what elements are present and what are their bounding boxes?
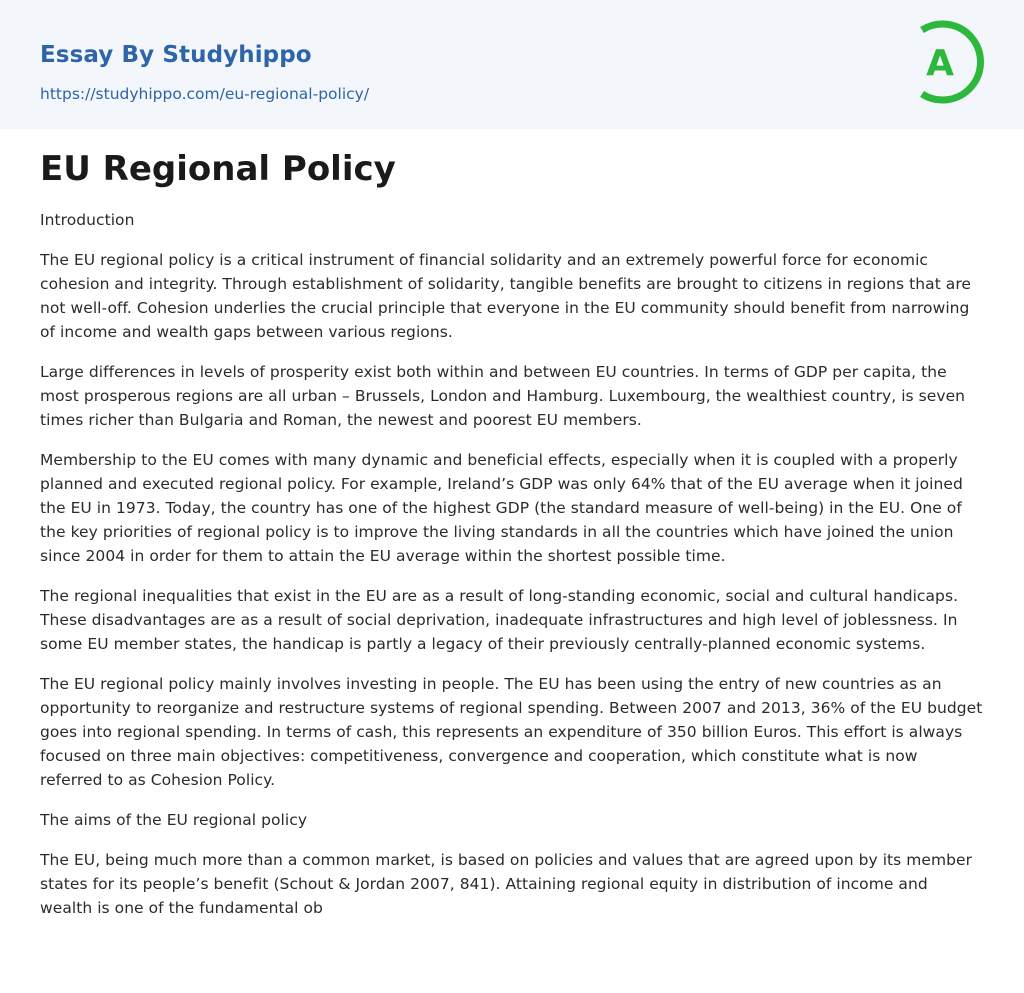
paragraph: Membership to the EU comes with many dynamic and beneficial effects, especially when it is coupled with a properly planned and executed regional policy. For example, Ireland’s GDP was only 64% that of the EU average when it joined the EU in 1973. Today, the country has one of the highest GDP (the standard measure of well-being) in the EU. One of the key priorities of regional policy is to improve the living standards in all the countries which have joined the union since 2004 in order for them to attain the EU average within the shortest possible time. (40, 451, 963, 565)
site-header (0, 0, 1024, 129)
studyhippo-logo-icon[interactable] (908, 18, 988, 106)
paragraph-introduction-heading: Introduction (40, 211, 135, 229)
site-brand[interactable]: Essay By Studyhippo (40, 42, 312, 68)
logo-letter: A (926, 43, 954, 84)
page-title: EU Regional Policy (40, 149, 396, 189)
page-url-link[interactable]: https://studyhippo.com/eu-regional-policy/ (40, 85, 370, 103)
paragraph: The EU regional policy mainly involves investing in people. The EU has been using the entry of new countries as an opportunity to reorganize and restructure systems of regional spending. Between 2007 and 2013, 36% of the EU budget goes into regional spending. In terms of cash, this represents an expenditure of 350 billion Euros. This effort is always focused on three main objectives: competitiveness, convergence and cooperation, which constitute what is now referred to as Cohesion Policy. (40, 675, 983, 789)
article-body (0, 129, 1024, 920)
paragraph: The EU regional policy is a critical instrument of financial solidarity and an extremely powerful force for economic cohesion and integrity. Through establishment of solidarity, tangible benefits are brought to citizens in regions that are not well-off. Cohesion underlies the crucial principle that everyone in the EU community should benefit from narrowing of income and wealth gaps between various regions. (40, 251, 972, 341)
paragraph-aims-heading: The aims of the EU regional policy (40, 811, 308, 829)
paragraph: Large differences in levels of prosperity exist both within and between EU countries. In terms of GDP per capita, the most prosperous regions are all urban – Brussels, London and Hamburg. Luxembourg, the wealthiest country, is seven times richer than Bulgaria and Roman, the newest and poorest EU members. (40, 363, 966, 429)
paragraph: The EU, being much more than a common market, is based on policies and values that are agreed upon by its member states for its people’s benefit (Schout & Jordan 2007, 841). Attaining regional equity in distribution of income and wealth is one of the fundamental ob (40, 851, 973, 917)
paragraph: The regional inequalities that exist in the EU are as a result of long-standing economic, social and cultural handicaps. These disadvantages are as a result of social deprivation, inadequate infrastructures and high level of joblessness. In some EU member states, the handicap is partly a legacy of their previously centrally-planned economic systems. (40, 587, 959, 653)
